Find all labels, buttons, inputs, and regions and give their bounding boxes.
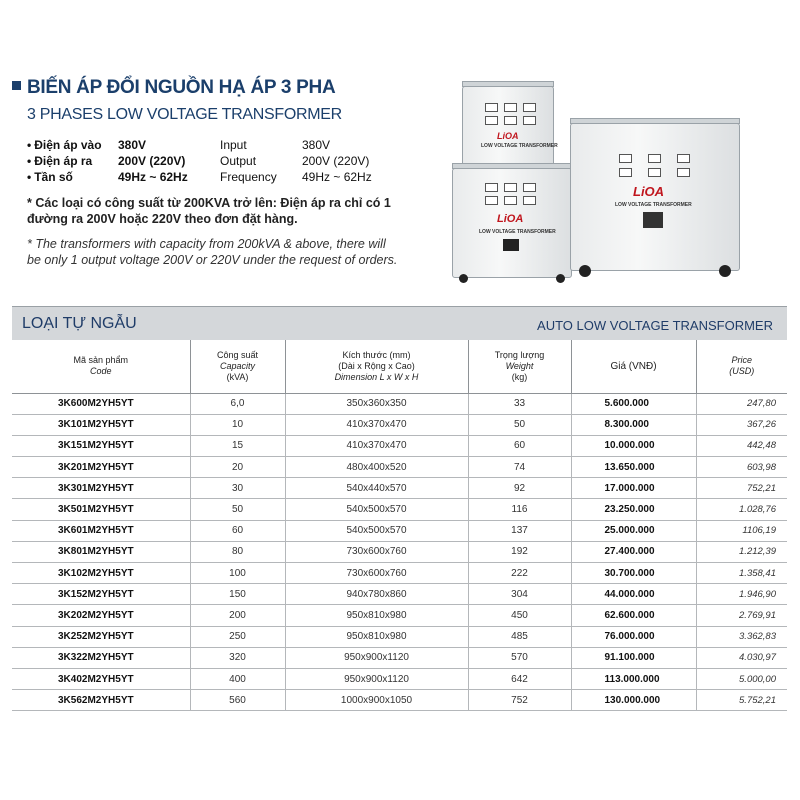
- spec-label-vn: • Tần số: [27, 170, 73, 184]
- cell-weight: 642: [468, 668, 571, 689]
- cell-capacity: 250: [190, 626, 285, 647]
- cell-price-usd: 1.358,41: [696, 563, 787, 584]
- cell-code: 3K102M2YH5YT: [12, 563, 190, 584]
- cell-weight: 33: [468, 393, 571, 414]
- cell-code: 3K252M2YH5YT: [12, 626, 190, 647]
- cell-price-usd: 247,80: [696, 393, 787, 414]
- page-subtitle: 3 PHASES LOW VOLTAGE TRANSFORMER: [27, 106, 342, 123]
- cell-code: 3K201M2YH5YT: [12, 457, 190, 478]
- cell-weight: 192: [468, 541, 571, 562]
- cell-price-vnd: 25.000.000: [571, 520, 696, 541]
- meter-panel: [485, 183, 536, 205]
- cell-price-usd: 1.212,39: [696, 541, 787, 562]
- cell-capacity: 10: [190, 414, 285, 435]
- cell-price-vnd: 8.300.000: [571, 414, 696, 435]
- cell-code: 3K601M2YH5YT: [12, 520, 190, 541]
- unit-caption: LOW VOLTAGE TRANSFORMER: [615, 202, 692, 208]
- note-vn: * Các loại có công suất từ 200KVA trở lên: Điện áp ra chỉ có 1 đường ra 200V hoặc 220V theo đơn đặt hàng.: [27, 196, 391, 226]
- cell-dimension: 950x900x1120: [285, 647, 468, 668]
- cell-code: 3K322M2YH5YT: [12, 647, 190, 668]
- cell-code: 3K562M2YH5YT: [12, 690, 190, 711]
- cell-dimension: 950x810x980: [285, 605, 468, 626]
- header-price-usd: Price (USD): [696, 340, 787, 393]
- transformer-unit-large: [570, 123, 740, 271]
- cell-dimension: 940x780x860: [285, 584, 468, 605]
- cell-price-vnd: 13.650.000: [571, 457, 696, 478]
- cell-dimension: 730x600x760: [285, 563, 468, 584]
- spec-label-en: Frequency: [220, 170, 277, 184]
- unit-caption: LOW VOLTAGE TRANSFORMER: [481, 143, 558, 149]
- cell-capacity: 50: [190, 499, 285, 520]
- spec-label-en: Output: [220, 154, 257, 168]
- cell-code: 3K151M2YH5YT: [12, 435, 190, 456]
- header-weight: Trọng lượng Weight (kg): [468, 340, 571, 393]
- cell-price-usd: 367,26: [696, 414, 787, 435]
- cell-price-usd: 5.752,21: [696, 690, 787, 711]
- table-row: [12, 499, 787, 520]
- table-title-en: AUTO LOW VOLTAGE TRANSFORMER: [537, 318, 773, 333]
- cell-code: 3K152M2YH5YT: [12, 584, 190, 605]
- cell-dimension: 540x500x570: [285, 520, 468, 541]
- brand-logo: LiOA: [497, 213, 524, 225]
- cell-price-vnd: 62.600.000: [571, 605, 696, 626]
- cell-price-vnd: 91.100.000: [571, 647, 696, 668]
- cell-capacity: 60: [190, 520, 285, 541]
- cell-price-usd: 1.028,76: [696, 499, 787, 520]
- cell-price-vnd: 30.700.000: [571, 563, 696, 584]
- brand-logo: LiOA: [633, 184, 665, 199]
- cell-price-usd: 5.000,00: [696, 668, 787, 689]
- spec-label-en: Input: [220, 138, 247, 152]
- table-row: [12, 541, 787, 562]
- table-row: [12, 690, 787, 711]
- cell-capacity: 15: [190, 435, 285, 456]
- table-header-row: [12, 340, 787, 393]
- header-capacity: Công suất Capacity (kVA): [190, 340, 285, 393]
- square-bullet-icon: [12, 81, 21, 90]
- spec-value-vn: 49Hz ~ 62Hz: [118, 170, 188, 184]
- cell-price-usd: 442,48: [696, 435, 787, 456]
- meter-panel: [485, 103, 536, 125]
- spec-label-vn: • Điện áp ra: [27, 154, 92, 168]
- cell-dimension: 950x810x980: [285, 626, 468, 647]
- cell-weight: 116: [468, 499, 571, 520]
- cell-price-usd: 603,98: [696, 457, 787, 478]
- cell-dimension: 950x900x1120: [285, 668, 468, 689]
- cell-price-vnd: 113.000.000: [571, 668, 696, 689]
- cell-capacity: 20: [190, 457, 285, 478]
- cell-dimension: 410x370x470: [285, 435, 468, 456]
- unit-caption: LOW VOLTAGE TRANSFORMER: [479, 229, 556, 235]
- cell-price-vnd: 23.250.000: [571, 499, 696, 520]
- cell-price-usd: 752,21: [696, 478, 787, 499]
- cell-capacity: 30: [190, 478, 285, 499]
- table-row: [12, 668, 787, 689]
- breaker-switch: [503, 239, 519, 251]
- cell-price-vnd: 17.000.000: [571, 478, 696, 499]
- table-row: [12, 626, 787, 647]
- cell-weight: 60: [468, 435, 571, 456]
- cell-weight: 92: [468, 478, 571, 499]
- cell-capacity: 6,0: [190, 393, 285, 414]
- table-row: [12, 605, 787, 626]
- wheel-icon: [719, 265, 731, 277]
- table-row: [12, 520, 787, 541]
- cell-capacity: 80: [190, 541, 285, 562]
- cell-weight: 450: [468, 605, 571, 626]
- wheel-icon: [579, 265, 591, 277]
- cell-price-vnd: 44.000.000: [571, 584, 696, 605]
- transformer-unit-medium: [452, 168, 572, 278]
- cell-code: 3K501M2YH5YT: [12, 499, 190, 520]
- cell-dimension: 540x440x570: [285, 478, 468, 499]
- cell-dimension: 540x500x570: [285, 499, 468, 520]
- header-dimension: Kích thước (mm) (Dài x Rộng x Cao) Dimension L x W x H: [285, 340, 468, 393]
- spec-value-en: 380V: [302, 138, 331, 152]
- note-en: * The transformers with capacity from 200kVA & above, there will be only 1 output voltage 200V or 220V under the request of orders.: [27, 237, 398, 267]
- wheel-icon: [556, 274, 565, 283]
- breaker-switch: [643, 212, 663, 228]
- cell-capacity: 150: [190, 584, 285, 605]
- cell-price-vnd: 10.000.000: [571, 435, 696, 456]
- cell-dimension: 480x400x520: [285, 457, 468, 478]
- spec-value-vn: 380V: [118, 138, 147, 152]
- wheel-icon: [459, 274, 468, 283]
- table-row: [12, 393, 787, 414]
- page-title: [12, 77, 335, 99]
- cell-code: 3K600M2YH5YT: [12, 393, 190, 414]
- cell-price-vnd: 27.400.000: [571, 541, 696, 562]
- table-title-bar: [12, 306, 787, 340]
- cell-price-vnd: 5.600.000: [571, 393, 696, 414]
- cell-code: 3K202M2YH5YT: [12, 605, 190, 626]
- table-row: [12, 435, 787, 456]
- cell-weight: 304: [468, 584, 571, 605]
- price-table: [12, 340, 787, 711]
- spec-value-en: 200V (220V): [302, 154, 370, 168]
- cell-capacity: 320: [190, 647, 285, 668]
- header-price-vnd: Giá (VNĐ): [571, 340, 696, 393]
- table-row: [12, 457, 787, 478]
- table-row: [12, 478, 787, 499]
- cell-weight: 570: [468, 647, 571, 668]
- cell-price-usd: 1106,19: [696, 520, 787, 541]
- cell-capacity: 100: [190, 563, 285, 584]
- cell-price-usd: 2.769,91: [696, 605, 787, 626]
- cell-price-vnd: 76.000.000: [571, 626, 696, 647]
- cell-capacity: 200: [190, 605, 285, 626]
- header-code: Mã sản phẩm Code: [12, 340, 190, 393]
- table-row: [12, 414, 787, 435]
- table-body: [12, 393, 787, 711]
- cell-weight: 752: [468, 690, 571, 711]
- cell-capacity: 400: [190, 668, 285, 689]
- cell-price-usd: 3.362,83: [696, 626, 787, 647]
- cell-code: 3K301M2YH5YT: [12, 478, 190, 499]
- cell-code: 3K801M2YH5YT: [12, 541, 190, 562]
- title-vn-text: BIẾN ÁP ĐỔI NGUỒN HẠ ÁP 3 PHA: [27, 77, 336, 98]
- cell-code: 3K402M2YH5YT: [12, 668, 190, 689]
- cell-code: 3K101M2YH5YT: [12, 414, 190, 435]
- spec-value-vn: 200V (220V): [118, 154, 186, 168]
- cell-weight: 137: [468, 520, 571, 541]
- table-row: [12, 584, 787, 605]
- product-photo: [440, 78, 800, 288]
- spec-label-vn: • Điện áp vào: [27, 138, 102, 152]
- cell-capacity: 560: [190, 690, 285, 711]
- cell-price-vnd: 130.000.000: [571, 690, 696, 711]
- cell-dimension: 410x370x470: [285, 414, 468, 435]
- cell-weight: 74: [468, 457, 571, 478]
- cell-weight: 485: [468, 626, 571, 647]
- brand-logo: LiOA: [497, 131, 519, 141]
- cell-dimension: 730x600x760: [285, 541, 468, 562]
- cell-weight: 50: [468, 414, 571, 435]
- cell-dimension: 1000x900x1050: [285, 690, 468, 711]
- cell-price-usd: 1.946,90: [696, 584, 787, 605]
- transformer-unit-small: [462, 86, 558, 168]
- cell-price-usd: 4.030,97: [696, 647, 787, 668]
- table-title-vn: LOẠI TỰ NGẪU: [22, 315, 137, 332]
- cell-weight: 222: [468, 563, 571, 584]
- meter-panel: [619, 154, 690, 177]
- table-row: [12, 563, 787, 584]
- table-row: [12, 647, 787, 668]
- spec-value-en: 49Hz ~ 62Hz: [302, 170, 372, 184]
- cell-dimension: 350x360x350: [285, 393, 468, 414]
